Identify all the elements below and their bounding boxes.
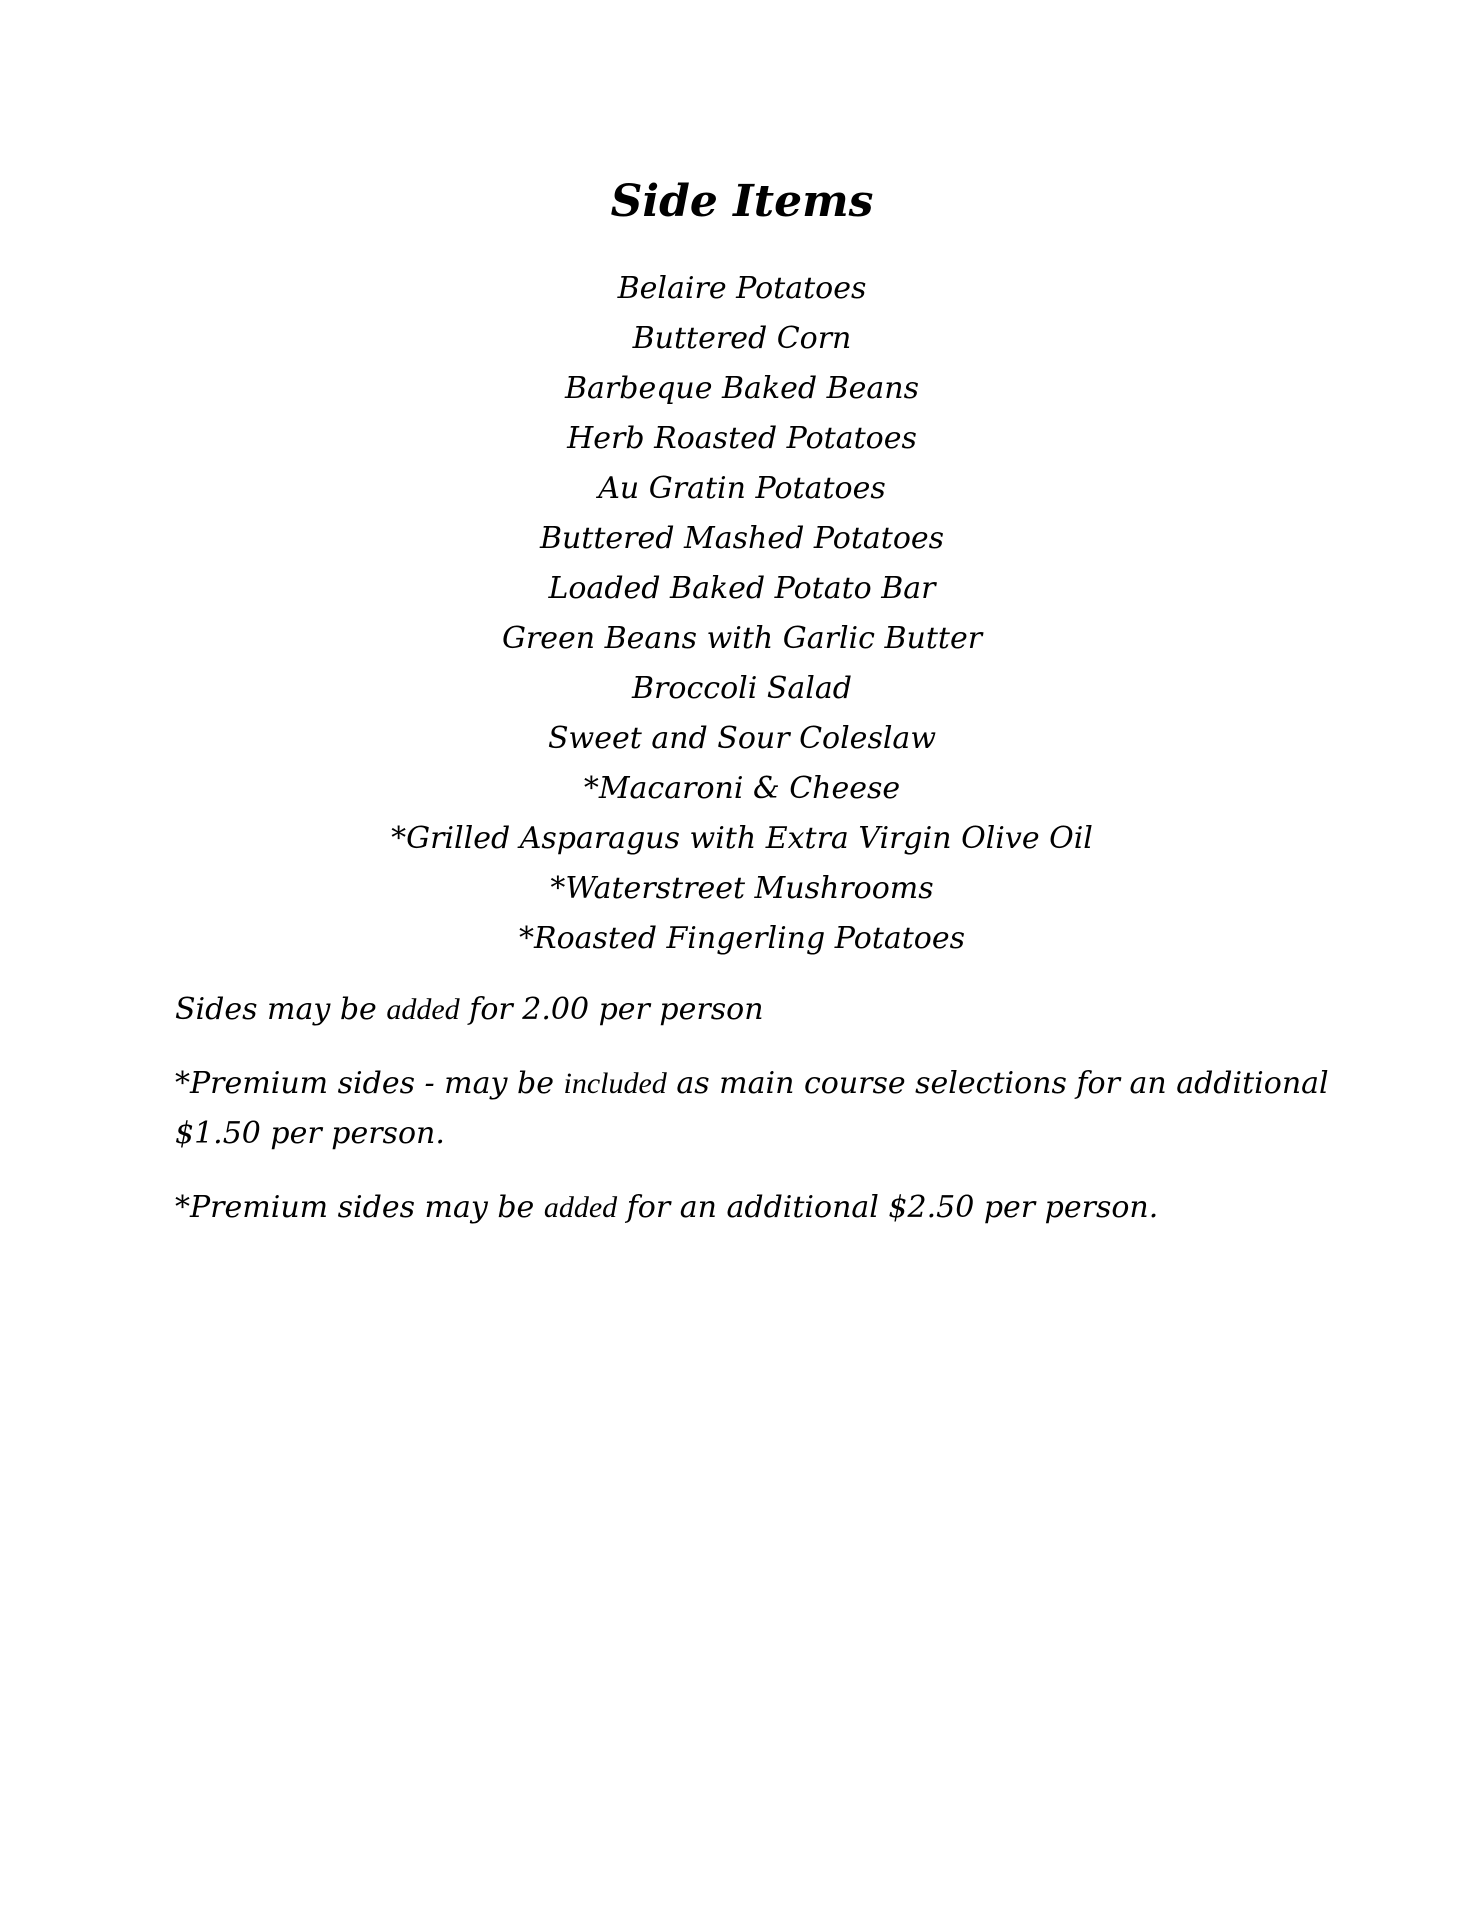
- note-emphasis: included: [563, 1067, 667, 1100]
- list-item: Belaire Potatoes: [617, 271, 867, 306]
- list-item: *Macaroni & Cheese: [583, 771, 901, 806]
- list-item: Buttered Mashed Potatoes: [539, 521, 945, 556]
- list-item: Broccoli Salad: [632, 671, 852, 706]
- note-text: as main course selections for an additional $1.50 per person.: [175, 1066, 1329, 1151]
- list-item: Barbeque Baked Beans: [564, 371, 920, 406]
- list-item: *Roasted Fingerling Potatoes: [518, 921, 965, 956]
- list-item: Loaded Baked Potato Bar: [548, 571, 936, 606]
- note-premium-added: [175, 1183, 1335, 1233]
- note-emphasis: added: [386, 993, 460, 1026]
- note-text: Sides may be: [175, 992, 387, 1027]
- note-text: for an additional $2.50 per person.: [617, 1190, 1159, 1225]
- note-text: *Premium sides may be: [175, 1190, 544, 1225]
- note-added-price: [175, 985, 1335, 1035]
- note-text: *Premium sides - may be: [175, 1066, 564, 1101]
- note-premium-included: [175, 1059, 1335, 1159]
- list-item: *Grilled Asparagus with Extra Virgin Olive Oil: [391, 821, 1093, 856]
- list-item: *Waterstreet Mushrooms: [550, 871, 934, 906]
- note-text: for 2.00 per person: [459, 992, 764, 1027]
- page-title: Side Items: [610, 176, 874, 227]
- list-item: Sweet and Sour Coleslaw: [547, 721, 936, 756]
- list-item: Buttered Corn: [632, 321, 852, 356]
- list-item: Herb Roasted Potatoes: [567, 421, 917, 456]
- note-emphasis: added: [543, 1191, 618, 1224]
- side-items-list: [0, 264, 1484, 964]
- list-item: Au Gratin Potatoes: [598, 471, 886, 506]
- list-item: Green Beans with Garlic Butter: [501, 621, 983, 656]
- pricing-notes: [175, 985, 1335, 1257]
